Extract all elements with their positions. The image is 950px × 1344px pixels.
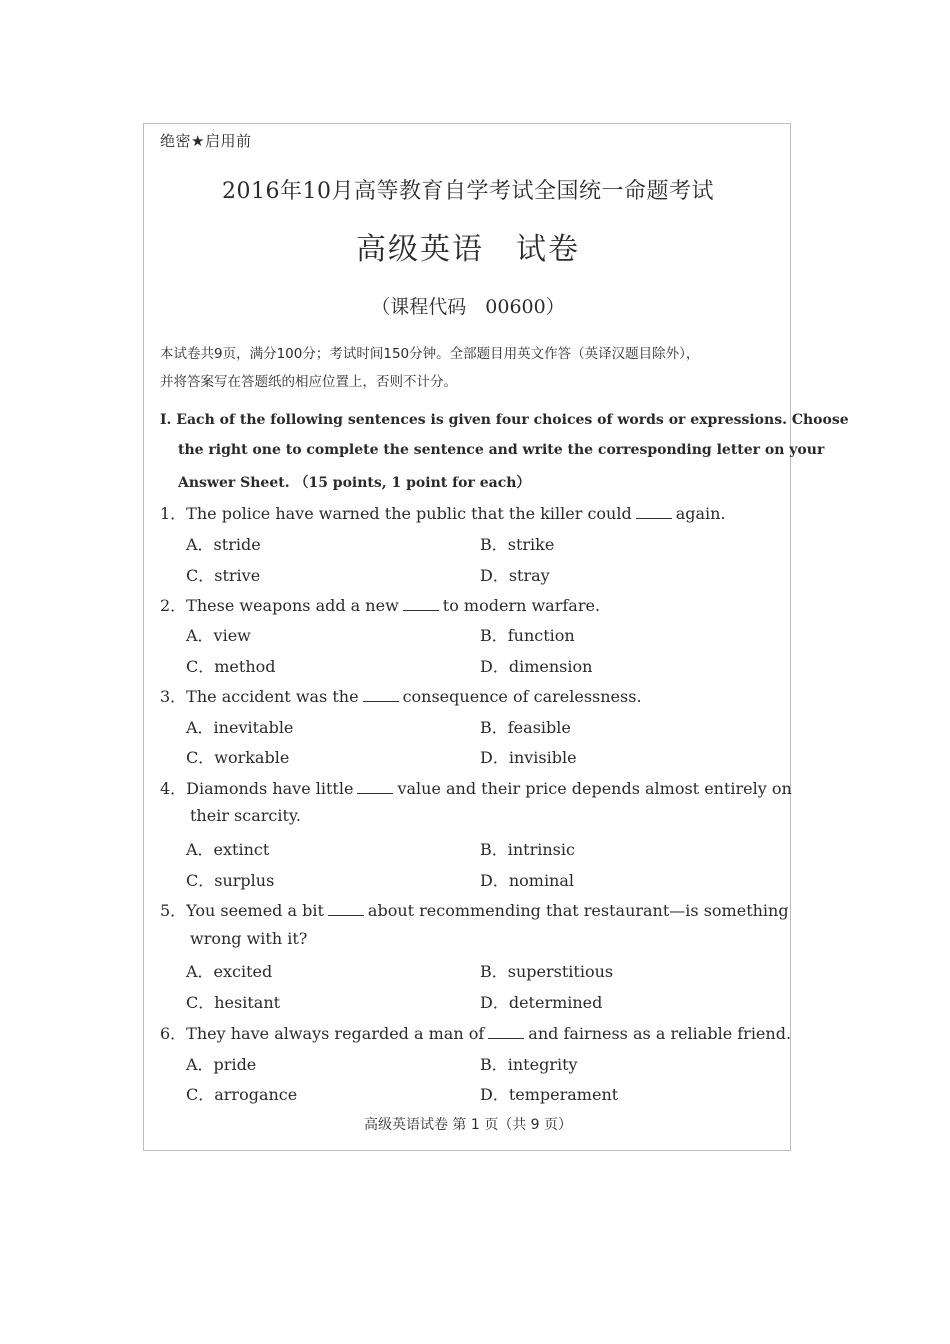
option-d: D．stray [480, 566, 550, 585]
question-text-after: consequence of carelessness. [402, 687, 642, 706]
question-6 [160, 1021, 791, 1044]
option-a: A．excited [186, 962, 273, 981]
option-a: A．inevitable [186, 718, 294, 737]
option-d: D．temperament [480, 1085, 619, 1104]
option-c: C．arrogance [186, 1085, 298, 1104]
question-text-before: 1．The police have warned the public that the killer could [160, 504, 632, 523]
question-text-after: again. [675, 504, 726, 523]
question-text-after: value and their price depends almost entirely on [397, 779, 792, 798]
question-4 [160, 776, 792, 799]
option-d: D．dimension [480, 657, 593, 676]
option-d: D．invisible [480, 748, 577, 767]
question-text-before: 2．These weapons add a new [160, 596, 399, 615]
question-5-continuation: wrong with it? [190, 929, 308, 948]
question-3 [160, 684, 642, 707]
option-b: B．intrinsic [480, 840, 575, 859]
option-c: C．method [186, 657, 276, 676]
question-text-before: 6．They have always regarded a man of [160, 1024, 485, 1043]
course-code: （课程代码 00600） [371, 296, 565, 318]
notice-line-1: 本试卷共9页，满分100分；考试时间150分钟。全部题目用英文作答（英译汉题目除外）， [160, 346, 700, 362]
secret-label: 绝密★启用前 [160, 132, 252, 150]
question-5 [160, 898, 789, 921]
question-text-after: about recommending that restaurant—is something [367, 901, 789, 920]
option-c: C．workable [186, 748, 290, 767]
section-instruction-line-1: I. Each of the following sentences is given four choices of words or expressions. Choose [160, 412, 849, 428]
option-d: D．determined [480, 993, 603, 1012]
answer-blank [636, 517, 672, 519]
question-text-before: 4．Diamonds have little [160, 779, 354, 798]
question-1 [160, 501, 726, 524]
question-text-before: 3．The accident was the [160, 687, 359, 706]
section-instruction-line-3: Answer Sheet. （15 points, 1 point for each） [178, 475, 531, 491]
answer-blank [363, 700, 399, 702]
exam-page [143, 123, 849, 1151]
question-text-after: and fairness as a reliable friend. [528, 1024, 792, 1043]
option-a: A．view [186, 626, 251, 645]
option-c: C．surplus [186, 871, 275, 890]
question-text-before: 5．You seemed a bit [160, 901, 324, 920]
section-instruction-line-2: the right one to complete the sentence and write the corresponding letter on your [178, 442, 825, 458]
question-text-after: to modern warfare. [442, 596, 601, 615]
exam-title: 2016年10月高等教育自学考试全国统一命题考试 [222, 179, 714, 204]
question-4-continuation: their scarcity. [190, 806, 301, 825]
option-a: A．pride [186, 1055, 257, 1074]
answer-blank [488, 1037, 524, 1039]
option-b: B．function [480, 626, 575, 645]
option-b: B．integrity [480, 1055, 578, 1074]
answer-blank [328, 914, 364, 916]
option-c: C．strive [186, 566, 261, 585]
page-footer: 高级英语试卷 第 1 页（共 9 页） [363, 1117, 573, 1133]
answer-blank [403, 609, 439, 611]
notice-line-2: 并将答案写在答题纸的相应位置上，否则不计分。 [160, 374, 457, 390]
option-a: A．stride [186, 535, 261, 554]
option-b: B．strike [480, 535, 555, 554]
option-a: A．extinct [186, 840, 270, 859]
answer-blank [357, 792, 393, 794]
option-d: D．nominal [480, 871, 575, 890]
option-b: B．superstitious [480, 962, 614, 981]
question-2 [160, 593, 600, 616]
option-c: C．hesitant [186, 993, 281, 1012]
option-b: B．feasible [480, 718, 571, 737]
paper-title: 高级英语 试卷 [356, 232, 580, 267]
